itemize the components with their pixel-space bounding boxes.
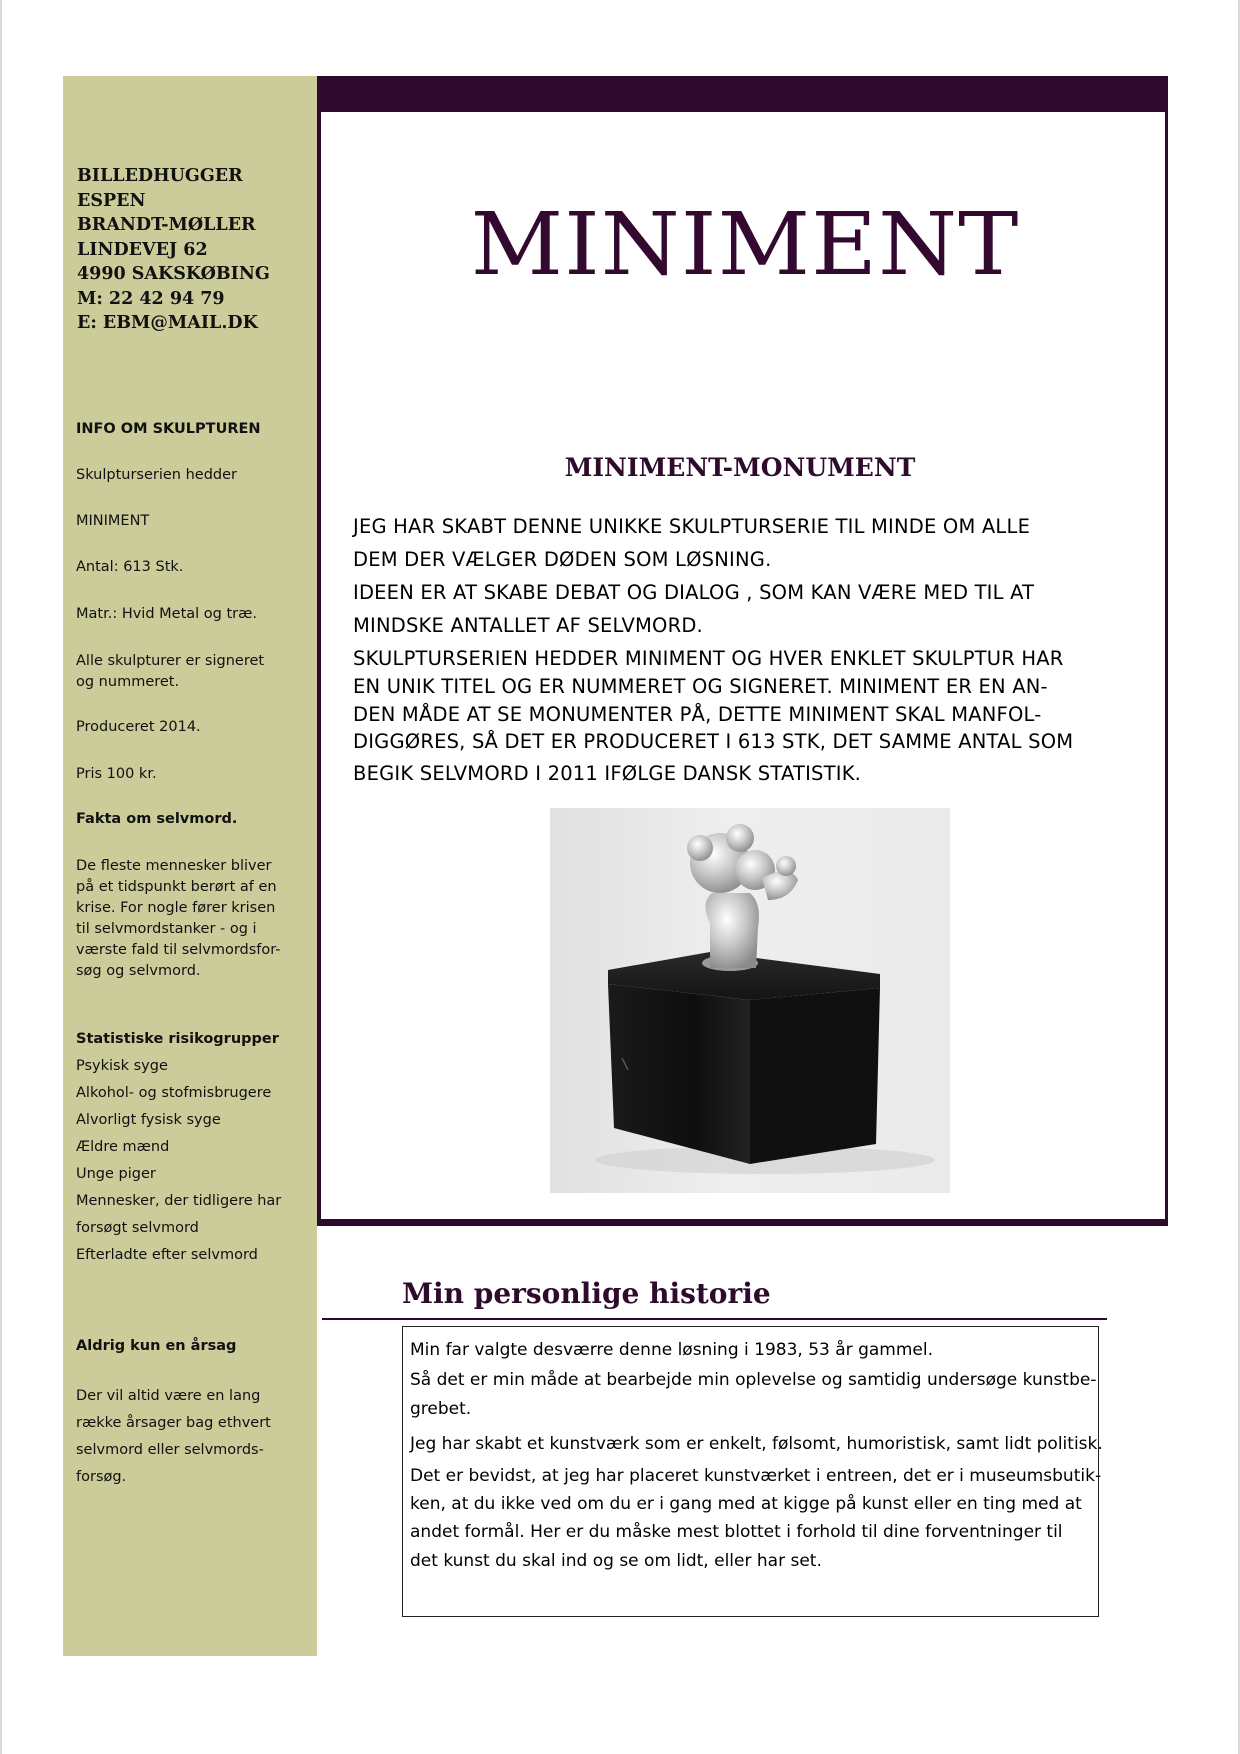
facts-line: på et tidspunkt berørt af en bbox=[76, 879, 277, 895]
body-line: DEM DER VÆLGER DØDEN SOM LØSNING. bbox=[353, 548, 772, 571]
risk-list bbox=[76, 1053, 312, 1269]
contact-line: BILLEDHUGGER bbox=[77, 166, 243, 186]
body-line: SKULPTURSERIEN HEDDER MINIMENT OG HVER ENKLET SKULPTUR HAR bbox=[353, 647, 1064, 670]
contact-block bbox=[77, 164, 307, 336]
reason-heading: Aldrig kun en årsag bbox=[76, 1338, 237, 1354]
history-line: det kunst du skal ind og se om lidt, eller har set. bbox=[410, 1551, 822, 1571]
list-item: Alkohol- og stofmisbrugere bbox=[76, 1085, 272, 1101]
history-line: Jeg har skabt et kunstværk som er enkelt, følsomt, humoristisk, samt lidt politisk. bbox=[410, 1434, 1103, 1454]
history-line: Så det er min måde at bearbejde min oplevelse og samtidig undersøge kunstbe- bbox=[410, 1370, 1097, 1390]
body-line: JEG HAR SKABT DENNE UNIKKE SKULPTURSERIE TIL MINDE OM ALLE bbox=[353, 515, 1031, 538]
list-item: Alvorligt fysisk syge bbox=[76, 1112, 221, 1128]
reason-line: række årsager bag ethvert bbox=[76, 1415, 271, 1431]
contact-line: 4990 SAKSKØBING bbox=[77, 264, 270, 284]
series-label: Skulpturserien hedder bbox=[76, 467, 238, 483]
facts-line: krise. For nogle fører krisen bbox=[76, 900, 276, 916]
list-item: forsøgt selvmord bbox=[76, 1220, 199, 1236]
body-line: EN UNIK TITEL OG ER NUMMERET OG SIGNERET. MINIMENT ER EN AN- bbox=[353, 675, 1048, 698]
count-text: Antal: 613 Stk. bbox=[76, 559, 184, 575]
signed-line: og nummeret. bbox=[76, 674, 180, 690]
body-line: DEN MÅDE AT SE MONUMENTER PÅ, DETTE MINIMENT SKAL MANFOL- bbox=[353, 703, 1042, 726]
header-bar bbox=[317, 76, 1168, 112]
facts-line: til selvmordstanker - og i bbox=[76, 921, 257, 937]
contact-line: ESPEN bbox=[77, 190, 146, 211]
reason-text bbox=[76, 1383, 308, 1491]
facts-line: De fleste mennesker bliver bbox=[76, 858, 272, 874]
sidebar bbox=[63, 76, 317, 1656]
contact-line: BRANDT-MØLLER bbox=[77, 215, 256, 235]
risk-heading: Statistiske risikogrupper bbox=[76, 1031, 279, 1047]
list-item: Mennesker, der tidligere har bbox=[76, 1193, 282, 1209]
signed-text bbox=[76, 651, 308, 693]
history-heading: Min personlige historie bbox=[402, 1277, 771, 1310]
list-item: Ældre mænd bbox=[76, 1139, 170, 1155]
produced-text: Produceret 2014. bbox=[76, 719, 201, 735]
info-heading: INFO OM SKULPTUREN bbox=[76, 421, 261, 437]
reason-line: selvmord eller selvmords- bbox=[76, 1442, 264, 1458]
contact-phone: M: 22 42 94 79 bbox=[77, 288, 225, 309]
history-divider bbox=[322, 1318, 1107, 1320]
history-line: ken, at du ikke ved om du er i gang med at kigge på kunst eller en ting med at bbox=[410, 1494, 1082, 1514]
material-text: Matr.: Hvid Metal og træ. bbox=[76, 606, 257, 622]
body-line: DIGGØRES, SÅ DET ER PRODUCERET I 613 STK, DET SAMME ANTAL SOM bbox=[353, 730, 1074, 753]
series-name: MINIMENT bbox=[76, 513, 150, 529]
reason-line: forsøg. bbox=[76, 1469, 127, 1485]
facts-line: værste fald til selvmordsfor- bbox=[76, 942, 281, 958]
body-line: BEGIK SELVMORD I 2011 IFØLGE DANSK STATISTIK. bbox=[353, 762, 862, 785]
list-item: Efterladte efter selvmord bbox=[76, 1247, 258, 1263]
page-title: MINIMENT bbox=[470, 195, 1020, 295]
body-line: MINDSKE ANTALLET AF SELVMORD. bbox=[353, 614, 703, 637]
page-edge-left bbox=[0, 0, 2, 1754]
facts-line: søg og selvmord. bbox=[76, 963, 201, 979]
history-line: andet formål. Her er du måske mest blottet i forhold til dine forventninger til bbox=[410, 1522, 1063, 1542]
body-line: IDEEN ER AT SKABE DEBAT OG DIALOG , SOM KAN VÆRE MED TIL AT bbox=[353, 581, 1035, 604]
list-item: Psykisk syge bbox=[76, 1058, 168, 1074]
facts-heading: Fakta om selvmord. bbox=[76, 811, 238, 827]
section-subtitle: MINIMENT-MONUMENT bbox=[564, 453, 916, 482]
contact-line: LINDEVEJ 62 bbox=[77, 239, 208, 260]
sculpture-photo bbox=[550, 808, 950, 1193]
history-line: grebet. bbox=[410, 1399, 472, 1419]
history-line: Min far valgte desværre denne løsning i 1983, 53 år gammel. bbox=[410, 1340, 933, 1360]
facts-text bbox=[76, 856, 308, 982]
list-item: Unge piger bbox=[76, 1166, 156, 1182]
price-text: Pris 100 kr. bbox=[76, 766, 157, 782]
reason-line: Der vil altid være en lang bbox=[76, 1388, 261, 1404]
signed-line: Alle skulpturer er signeret bbox=[76, 653, 265, 669]
contact-email: E: EBM@MAIL.DK bbox=[77, 313, 258, 333]
history-line: Det er bevidst, at jeg har placeret kunstværket i entreen, det er i museumsbutik- bbox=[410, 1466, 1102, 1486]
